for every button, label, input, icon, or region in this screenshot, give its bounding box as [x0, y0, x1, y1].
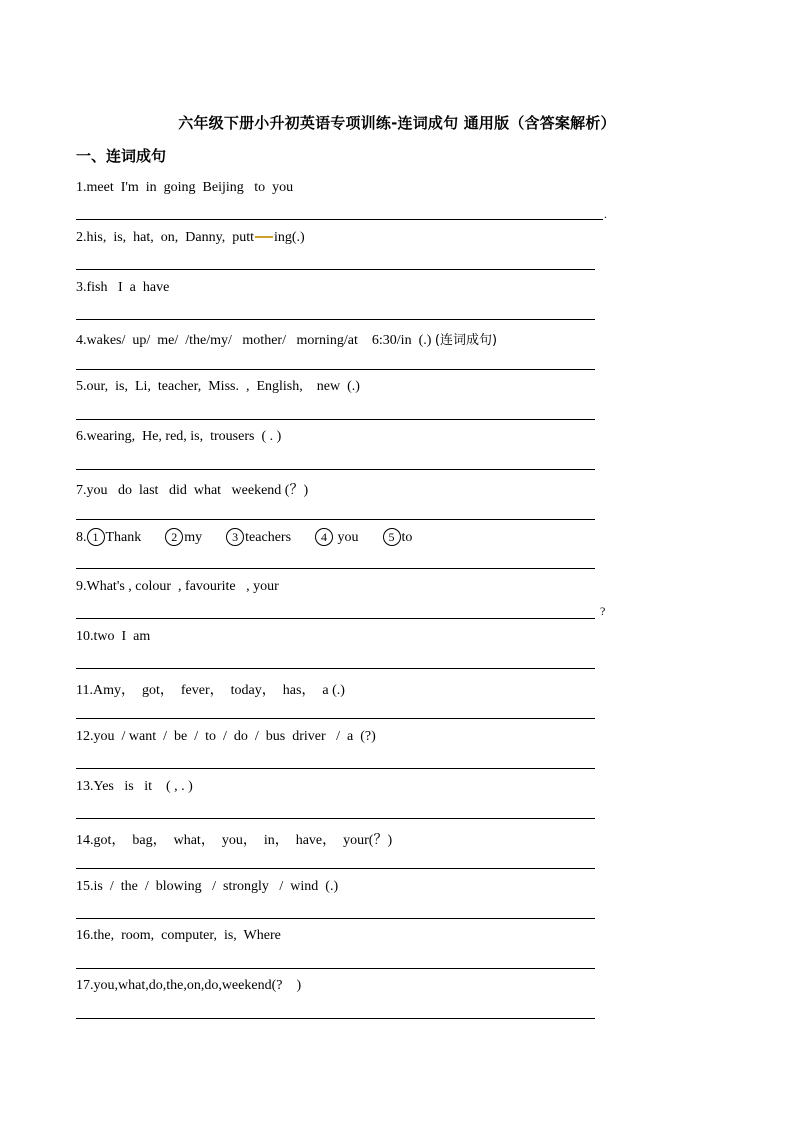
- circled-number: 1: [87, 528, 105, 546]
- answer-line-13[interactable]: [76, 818, 595, 819]
- question-4-instruction: (连词成句): [434, 333, 498, 348]
- answer-line-9[interactable]: [76, 618, 595, 619]
- answer-line-7[interactable]: [76, 519, 595, 520]
- question-1: 1.meet I'm in going Beijing to you: [76, 180, 294, 195]
- question-11: 11.Amy， got， fever， today， has， a (.): [76, 683, 345, 698]
- question-17: 17.you,what,do,the,on,do,weekend(? ): [76, 978, 302, 993]
- page-title: 六年级下册小升初英语专项训练-连词成句 通用版（含答案解析）: [178, 114, 616, 132]
- question-4: [76, 329, 497, 349]
- answer-line-12[interactable]: [76, 768, 595, 769]
- question-13: 13.Yes is it ( , . ): [76, 779, 193, 794]
- blank-mark: [255, 236, 273, 238]
- question-15: 15.is / the / blowing / strongly / wind (.): [76, 879, 339, 894]
- word-item-1: [87, 530, 142, 545]
- question-6: 6.wearing, He, red, is, trousers ( . ): [76, 429, 282, 444]
- question-7: 7.you do last did what weekend (？): [76, 483, 309, 498]
- question-9: 9.What's , colour , favourite , your: [76, 579, 279, 594]
- word-item-5: [383, 530, 413, 545]
- word-text: you: [334, 530, 359, 545]
- circled-number: 2: [165, 528, 183, 546]
- question-10: 10.two I am: [76, 629, 151, 644]
- answer-line-14[interactable]: [76, 868, 595, 869]
- question-12: 12.you / want / be / to / do / bus driver / a (?): [76, 729, 376, 744]
- answer-line-1-period: .: [604, 207, 607, 221]
- circled-number: 4: [315, 528, 333, 546]
- answer-line-9-question-mark: ?: [600, 604, 606, 618]
- question-14: 14.got， bag， what， you， in， have， your(？): [76, 833, 393, 848]
- word-text: my: [184, 530, 203, 545]
- question-16: 16.the, room, computer, is, Where: [76, 928, 281, 943]
- question-2-part-2: ing(.): [273, 230, 305, 245]
- question-3: 3.fish I a have: [76, 280, 170, 295]
- answer-line-3[interactable]: [76, 319, 595, 320]
- word-text: teachers: [245, 530, 292, 545]
- answer-line-6[interactable]: [76, 469, 595, 470]
- answer-line-5[interactable]: [76, 419, 595, 420]
- section-heading: 一、连词成句: [76, 147, 167, 165]
- answer-line-1[interactable]: [76, 219, 603, 220]
- answer-line-2[interactable]: [76, 269, 595, 270]
- answer-line-8[interactable]: [76, 568, 595, 569]
- question-4-text: 4.wakes/ up/ me/ /the/my/ mother/ morning/at 6:30/in (.): [76, 333, 435, 348]
- question-2: [76, 230, 305, 246]
- word-item-3: [226, 530, 291, 545]
- word-text: to: [401, 530, 413, 545]
- answer-line-4[interactable]: [76, 369, 595, 370]
- word-item-2: [165, 530, 202, 545]
- circled-number: 5: [383, 528, 401, 546]
- question-8-number: 8.: [76, 530, 87, 545]
- question-8: [76, 528, 436, 546]
- word-text: Thank: [105, 530, 142, 545]
- word-item-4: [315, 530, 359, 545]
- answer-line-10[interactable]: [76, 668, 595, 669]
- answer-line-15[interactable]: [76, 918, 595, 919]
- question-5: 5.our, is, Li, teacher, Miss. , English, new (.): [76, 379, 360, 394]
- answer-line-16[interactable]: [76, 968, 595, 969]
- question-2-part-1: 2.his, is, hat, on, Danny, putt: [76, 230, 254, 245]
- answer-line-17[interactable]: [76, 1018, 595, 1019]
- circled-number: 3: [226, 528, 244, 546]
- answer-line-11[interactable]: [76, 718, 595, 719]
